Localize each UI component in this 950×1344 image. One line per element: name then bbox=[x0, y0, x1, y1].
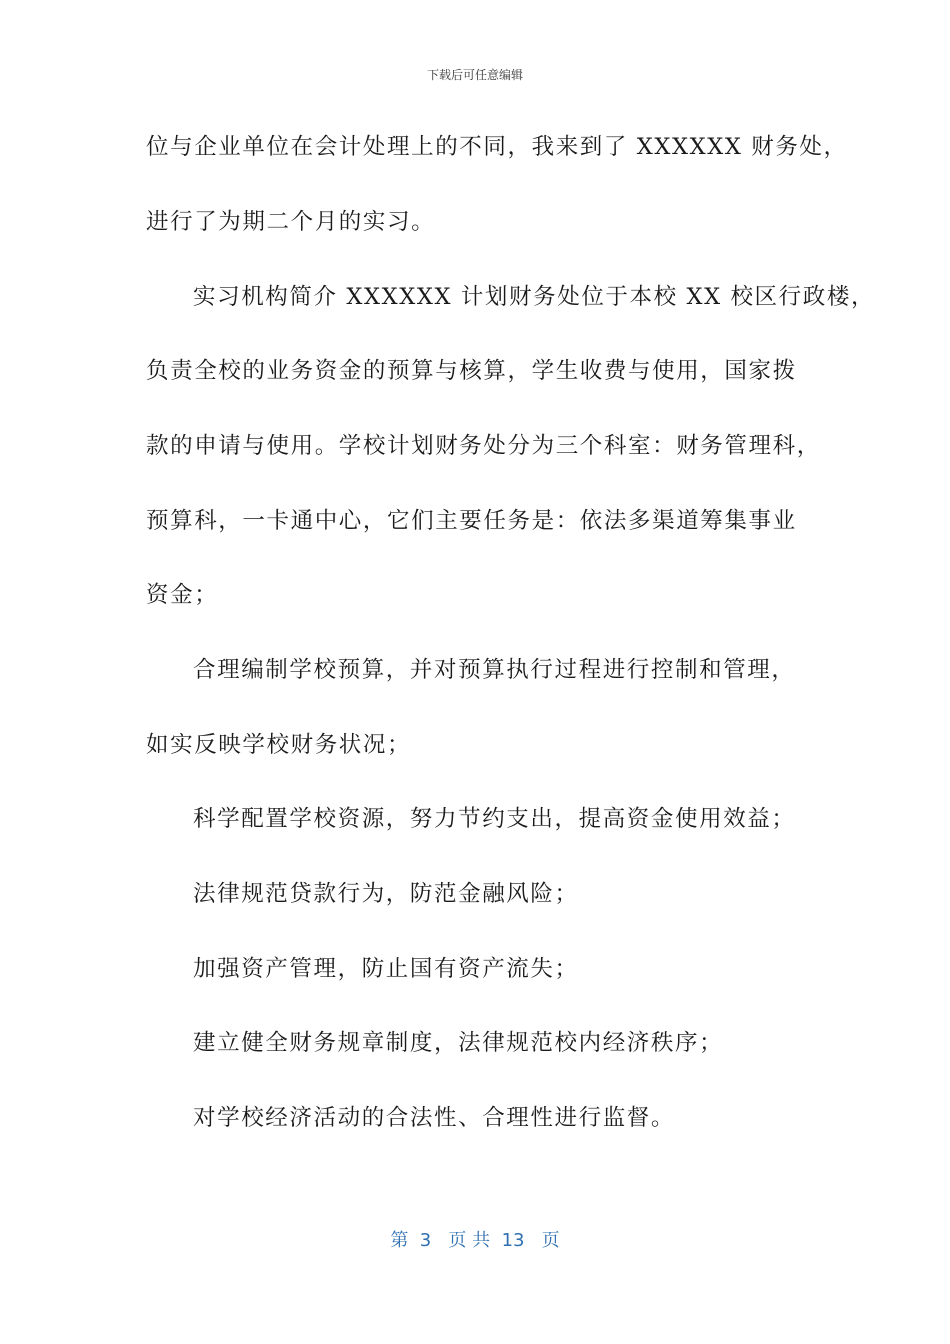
footer-current-page: 3 bbox=[419, 1230, 432, 1251]
body-line: 负责全校的业务资金的预算与核算，学生收费与使用，国家拨 bbox=[146, 358, 797, 384]
body-line: 款的申请与使用。学校计划财务处分为三个科室：财务管理科， bbox=[146, 433, 821, 459]
paragraph-line: 法律规范贷款行为，防范金融风险； bbox=[193, 881, 579, 907]
page-header-note: 下载后可任意编辑 bbox=[426, 68, 523, 82]
body-line: 如实反映学校财务状况； bbox=[146, 732, 412, 758]
body-line: 资金； bbox=[146, 582, 219, 608]
body-line: 预算科，一卡通中心，它们主要任务是：依法多渠道筹集事业 bbox=[146, 508, 797, 534]
paragraph-line: 合理编制学校预算，并对预算执行过程进行控制和管理， bbox=[193, 657, 796, 683]
body-line: 进行了为期二个月的实习。 bbox=[146, 209, 436, 235]
page-footer bbox=[0, 1226, 950, 1252]
body-line: 位与企业单位在会计处理上的不同，我来到了 XXXXXX 财务处， bbox=[146, 134, 848, 160]
paragraph-line: 实习机构简介 XXXXXX 计划财务处位于本校 XX 校区行政楼， bbox=[193, 284, 876, 310]
footer-total-pages: 13 bbox=[501, 1230, 525, 1251]
footer-prefix: 第 bbox=[390, 1230, 409, 1251]
paragraph-line: 科学配置学校资源，努力节约支出，提高资金使用效益； bbox=[193, 806, 796, 832]
paragraph-line: 对学校经济活动的合法性、合理性进行监督。 bbox=[193, 1105, 676, 1131]
footer-middle: 页 共 bbox=[448, 1230, 491, 1251]
footer-suffix: 页 bbox=[541, 1230, 560, 1251]
paragraph-line: 建立健全财务规章制度，法律规范校内经济秩序； bbox=[193, 1030, 724, 1056]
paragraph-line: 加强资产管理，防止国有资产流失； bbox=[193, 956, 579, 982]
